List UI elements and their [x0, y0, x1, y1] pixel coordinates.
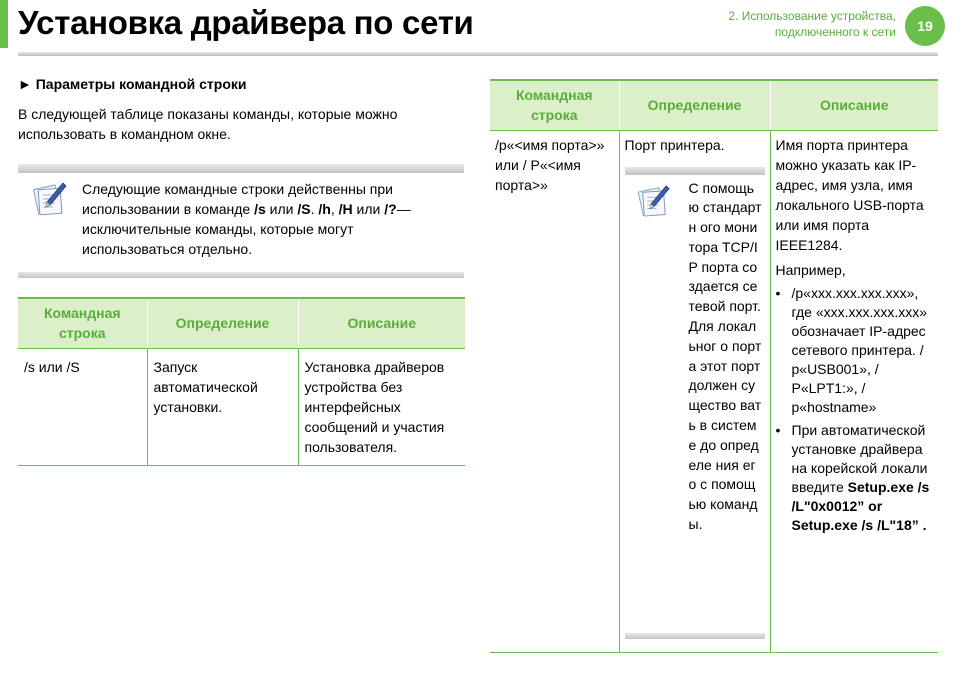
chapter-label — [636, 8, 896, 40]
cell-definition: Запуск автоматической установки. — [147, 348, 298, 465]
cell-command: /p«<имя порта>» или / P«<имя порта>» — [490, 130, 619, 652]
bullet-icon: • — [775, 421, 781, 438]
command-table-1 — [18, 297, 465, 466]
list-item: • /p«xxx.xxx.xxx.xxx», где «xxx.xxx.xxx.xxx» обозначает IP-адрес сетевого принтера. / p«USB001», / P«LPT1:», / p«hostname» — [775, 284, 928, 415]
column-header-definition: Определение — [619, 80, 770, 130]
table-row — [18, 348, 465, 465]
description-example: Например, — [775, 261, 846, 278]
table-row — [490, 130, 938, 652]
bullet-icon: • — [775, 284, 781, 301]
description-intro: Имя порта принтера можно указать как IP-адрес, имя узла, имя локального USB-порта или имя порта IEEE1284. — [775, 136, 924, 253]
column-header-command: Командная строка — [490, 80, 619, 130]
column-header-description: Описание — [770, 80, 938, 130]
page-title: Установка драйвера по сети — [18, 4, 474, 41]
inline-note-text: С помощью стандартн ого монитора TCP/IP порта создается сетевой порт. Для локальног о порта этот порт должен существо вать в системе до определе ния его с помощью команды. — [688, 179, 762, 533]
title-rule — [18, 52, 938, 56]
note-box — [18, 164, 464, 278]
note-bottom-bar — [18, 272, 464, 278]
column-header-description: Описание — [298, 298, 465, 348]
list-item: • При автоматической установке драйвера на корейской локали введите Setup.exe /s /L"0x0012” or Setup.exe /s /L"18” . — [775, 421, 930, 533]
section-heading: ► Параметры командной строки — [18, 76, 247, 92]
column-header-command: Командная строка — [18, 298, 147, 348]
cell-description — [770, 130, 938, 652]
note-pencil-icon — [28, 180, 68, 220]
definition-text: Порт принтера. — [624, 136, 725, 153]
description-list — [776, 284, 934, 535]
cell-definition — [619, 130, 770, 652]
cell-description: Установка драйверов устройства без интерфейсных сообщений и участия пользователя. — [298, 348, 465, 465]
chapter-line-2: подключенного к сети — [774, 25, 896, 39]
chapter-line-1: 2. Использование устройства, — [728, 9, 896, 23]
inline-note-box — [625, 167, 765, 639]
column-header-definition: Определение — [147, 298, 298, 348]
note-bottom-bar — [625, 633, 765, 639]
header-accent-bar — [0, 0, 8, 48]
section-intro: В следующей таблице показаны команды, которые можно использовать в командном окне. — [18, 106, 398, 142]
command-table-2 — [490, 79, 938, 653]
page-number-badge: 19 — [905, 6, 945, 46]
note-text: Следующие командные строки действенны при использовании в команде /s или /S. /h, /H или /?— исключительные команды, которые могут использоваться отдельно. — [82, 181, 411, 257]
note-top-bar — [18, 164, 464, 173]
cell-command: /s или /S — [18, 348, 147, 465]
note-top-bar — [625, 167, 765, 175]
note-pencil-icon — [633, 183, 671, 221]
